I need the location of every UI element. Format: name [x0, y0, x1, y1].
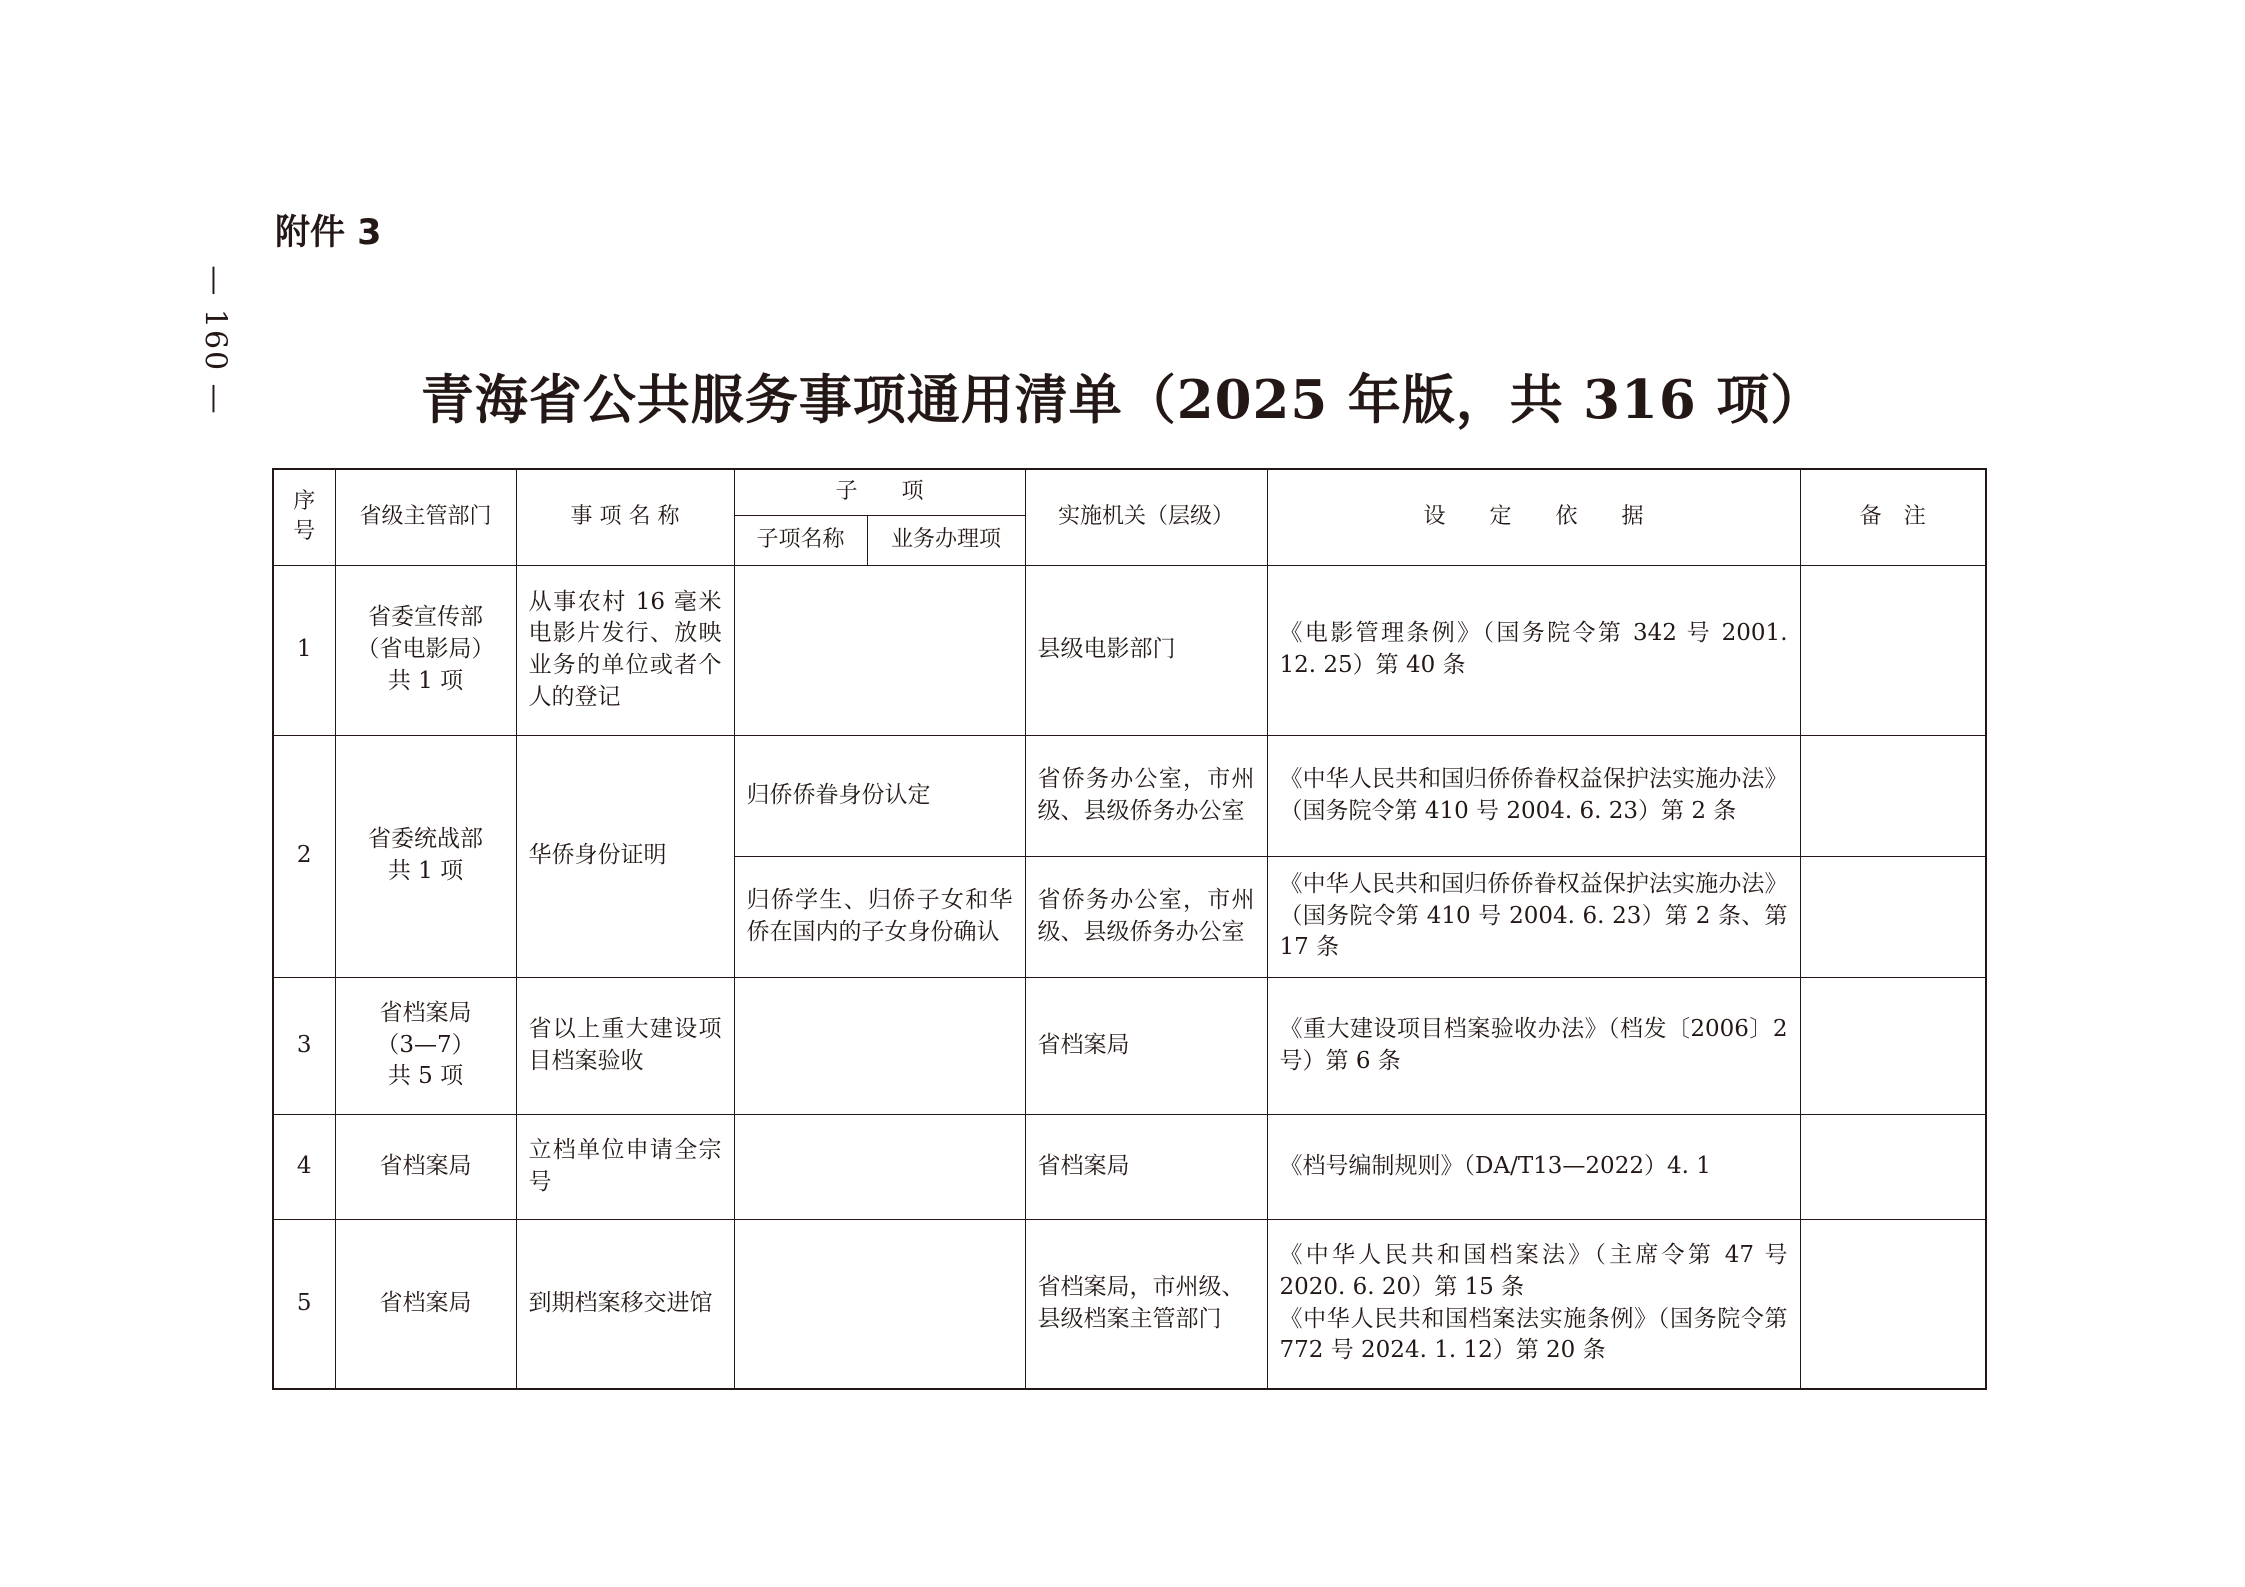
header-sub-group: 子 项	[734, 469, 1025, 515]
table-row	[273, 1114, 1986, 1219]
table-row	[273, 565, 1986, 735]
cell-remark	[1800, 1219, 1986, 1389]
cell-agency: 省档案局，市州级、县级档案主管部门	[1025, 1219, 1267, 1389]
cell-remark	[1800, 856, 1986, 977]
cell-basis: 《档号编制规则》（DA/T13—2022）4. 1	[1267, 1114, 1800, 1219]
cell-agency: 省档案局	[1025, 1114, 1267, 1219]
cell-seq: 3	[273, 977, 335, 1114]
header-item: 事 项 名 称	[516, 469, 734, 565]
header-basis: 设 定 依 据	[1267, 469, 1800, 565]
cell-agency: 省侨务办公室，市州级、县级侨务办公室	[1025, 856, 1267, 977]
cell-sub-name	[734, 1219, 1025, 1389]
header-remark: 备 注	[1800, 469, 1986, 565]
cell-seq: 5	[273, 1219, 335, 1389]
cell-remark	[1800, 1114, 1986, 1219]
cell-seq: 4	[273, 1114, 335, 1219]
cell-remark	[1800, 565, 1986, 735]
cell-item: 华侨身份证明	[516, 735, 734, 977]
header-sub-business: 业务办理项	[867, 515, 1025, 565]
cell-remark	[1800, 977, 1986, 1114]
cell-agency: 县级电影部门	[1025, 565, 1267, 735]
cell-basis: 《电影管理条例》（国务院令第 342 号 2001. 12. 25）第 40 条	[1267, 565, 1800, 735]
cell-basis: 《中华人民共和国归侨侨眷权益保护法实施办法》（国务院令第 410 号 2004. 6. 23）第 2 条、第 17 条	[1267, 856, 1800, 977]
cell-item: 到期档案移交进馆	[516, 1219, 734, 1389]
table-row	[273, 735, 1986, 856]
attachment-label: 附件 3	[275, 213, 382, 253]
cell-basis: 《中华人民共和国归侨侨眷权益保护法实施办法》（国务院令第 410 号 2004. 6. 23）第 2 条	[1267, 735, 1800, 856]
cell-dept: 省档案局 （3—7） 共 5 项	[335, 977, 516, 1114]
cell-seq: 2	[273, 735, 335, 977]
header-sub-name: 子项名称	[734, 515, 867, 565]
cell-dept: 省档案局	[335, 1219, 516, 1389]
cell-basis: 《重大建设项目档案验收办法》（档发〔2006〕2 号）第 6 条	[1267, 977, 1800, 1114]
cell-sub-name	[734, 977, 1025, 1114]
cell-dept: 省委宣传部 （省电影局） 共 1 项	[335, 565, 516, 735]
header-row	[273, 469, 1986, 515]
header-seq: 序号	[273, 469, 335, 565]
table-row	[273, 1219, 1986, 1389]
service-items-table	[272, 468, 1987, 1390]
cell-agency: 省档案局	[1025, 977, 1267, 1114]
cell-item: 省以上重大建设项目档案验收	[516, 977, 734, 1114]
document-title: 青海省公共服务事项通用清单（2025 年版，共 316 项）	[420, 369, 1825, 431]
cell-item: 从事农村 16 毫米电影片发行、放映业务的单位或者个人的登记	[516, 565, 734, 735]
cell-basis: 《中华人民共和国档案法》（主席令第 47 号 2020. 6. 20）第 15 条 《中华人民共和国档案法实施条例》（国务院令第 772 号 2024. 1. 12）第 20 条	[1267, 1219, 1800, 1389]
cell-item: 立档单位申请全宗号	[516, 1114, 734, 1219]
cell-sub-name	[734, 1114, 1025, 1219]
table-row	[273, 977, 1986, 1114]
header-agency: 实施机关（层级）	[1025, 469, 1267, 565]
cell-seq: 1	[273, 565, 335, 735]
cell-agency: 省侨务办公室，市州级、县级侨务办公室	[1025, 735, 1267, 856]
header-dept: 省级主管部门	[335, 469, 516, 565]
page-number-text: — 160 —	[197, 264, 233, 416]
cell-sub-name: 归侨侨眷身份认定	[734, 735, 1025, 856]
cell-sub-name	[734, 565, 1025, 735]
cell-sub-name: 归侨学生、归侨子女和华侨在国内的子女身份确认	[734, 856, 1025, 977]
cell-remark	[1800, 735, 1986, 856]
cell-dept: 省档案局	[335, 1114, 516, 1219]
cell-dept: 省委统战部 共 1 项	[335, 735, 516, 977]
